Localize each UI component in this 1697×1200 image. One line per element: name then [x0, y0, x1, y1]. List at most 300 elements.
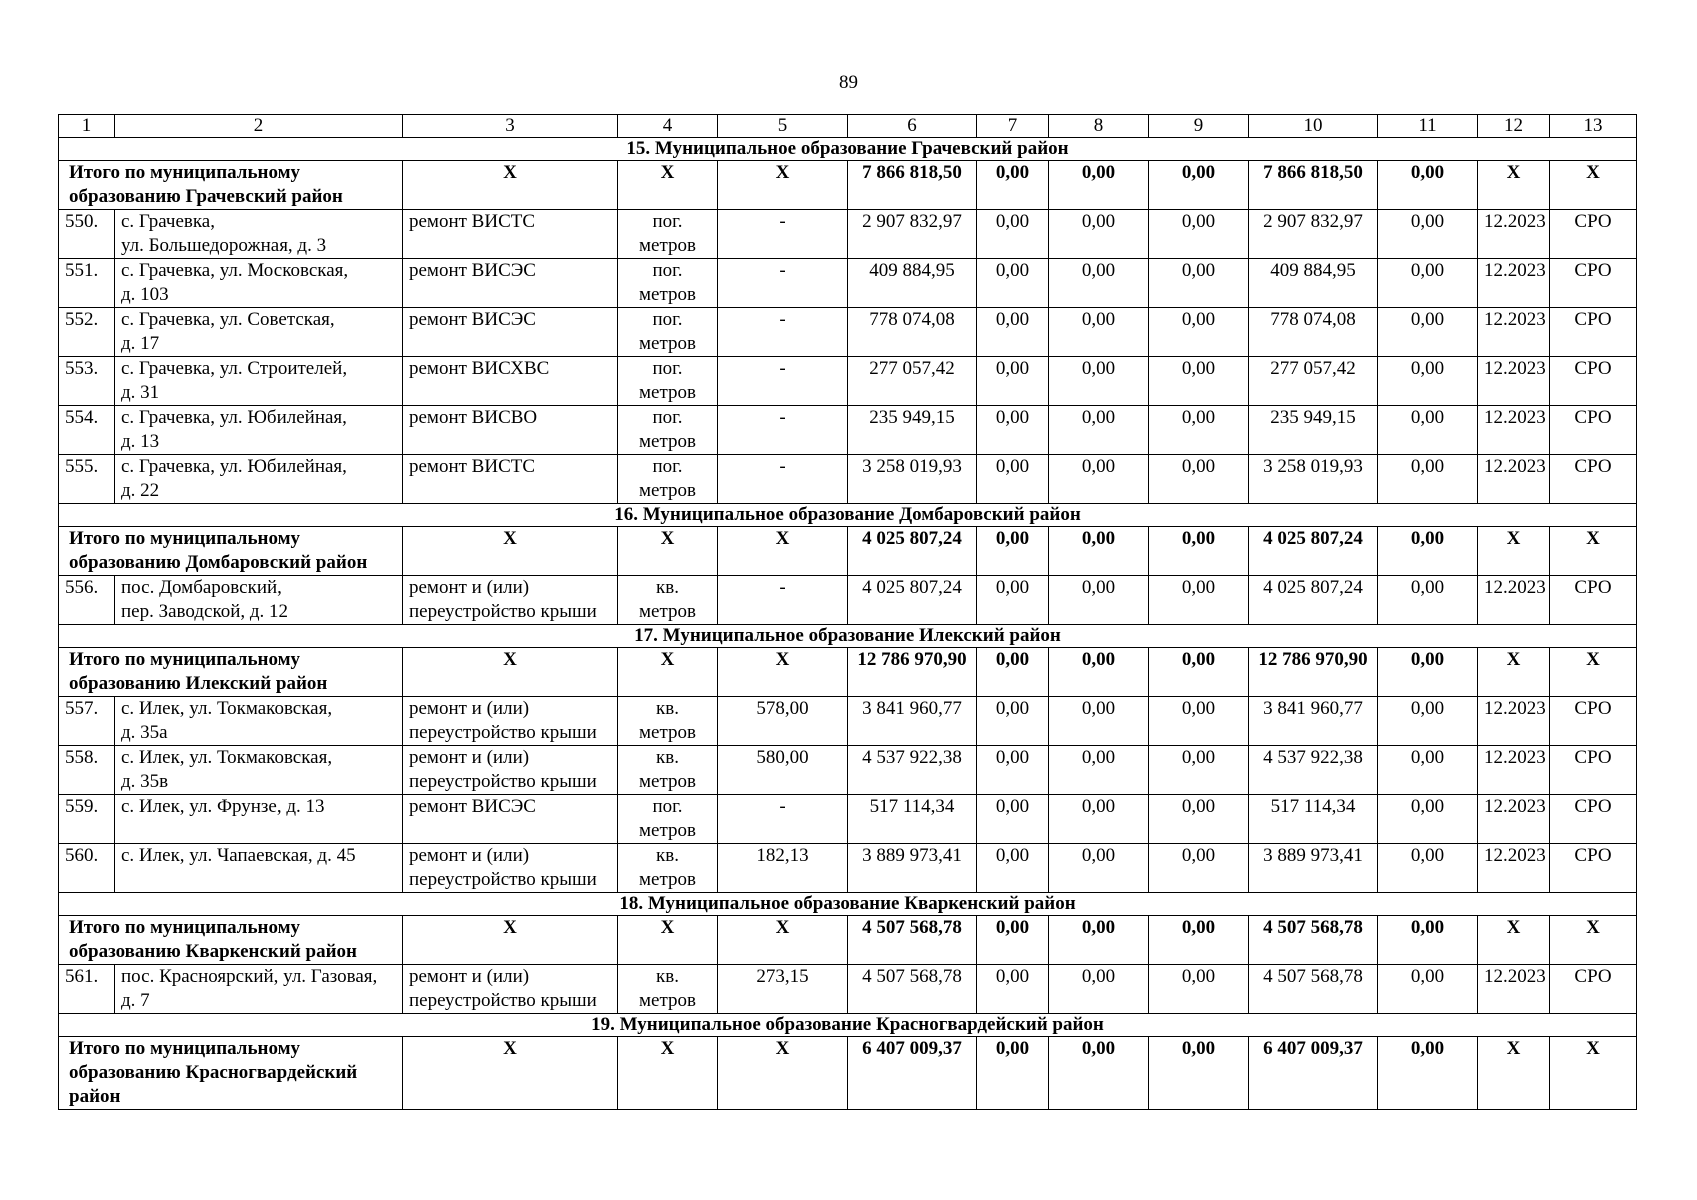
total-row [59, 527, 1637, 576]
text-line: ремонт и (или) [409, 966, 530, 987]
cost-cell: 235 949,15 [848, 406, 977, 455]
row-number: 560. [59, 844, 115, 893]
value-cell: 0,00 [1049, 308, 1149, 357]
value-cell: 0,00 [1149, 844, 1249, 893]
address-cell [115, 746, 403, 795]
total-method: X [1550, 648, 1637, 697]
value-cell: 0,00 [1378, 406, 1478, 455]
total-value: 0,00 [1149, 527, 1249, 576]
text-line: д. 13 [121, 431, 160, 452]
text-line: с. Грачевка, ул. Строителей, [121, 358, 348, 379]
total-value: 0,00 [1049, 1037, 1149, 1110]
text-line: д. 103 [121, 284, 169, 305]
total-work-type: X [403, 161, 618, 210]
unit-cell [618, 697, 718, 746]
value-cell: 0,00 [1149, 576, 1249, 625]
text-line: переустройство крыши [409, 869, 597, 890]
row-number: 555. [59, 455, 115, 504]
text-line: ремонт ВИСТС [409, 456, 536, 477]
table-row [59, 357, 1637, 406]
row-number: 556. [59, 576, 115, 625]
total-cost: 12 786 970,90 [848, 648, 977, 697]
value-cell: 0,00 [1149, 210, 1249, 259]
row-number: 557. [59, 697, 115, 746]
volume-cell: 580,00 [718, 746, 848, 795]
text-line: Итого по муниципальному [69, 162, 301, 183]
work-type-cell [403, 965, 618, 1014]
total-volume: X [718, 161, 848, 210]
value-cell: 0,00 [977, 406, 1049, 455]
text-line: с. Илек, ул. Токмаковская, [121, 747, 333, 768]
total-value: 0,00 [1049, 648, 1149, 697]
cost-cell: 2 907 832,97 [1249, 210, 1378, 259]
total-unit: X [618, 161, 718, 210]
volume-cell: - [718, 308, 848, 357]
volume-cell: - [718, 357, 848, 406]
value-cell: 0,00 [977, 210, 1049, 259]
table-row [59, 795, 1637, 844]
table-row [59, 406, 1637, 455]
total-work-type: X [403, 916, 618, 965]
text-line: пог. [652, 358, 683, 379]
cost-cell: 4 507 568,78 [848, 965, 977, 1014]
volume-cell: - [718, 406, 848, 455]
method-cell: СРО [1550, 795, 1637, 844]
text-line: метров [639, 869, 696, 890]
total-deadline: X [1478, 648, 1550, 697]
text-line: переустройство крыши [409, 771, 597, 792]
total-work-type: X [403, 1037, 618, 1110]
text-line: метров [639, 722, 696, 743]
column-number: 13 [1550, 115, 1637, 138]
value-cell: 0,00 [1149, 795, 1249, 844]
text-line: метров [639, 284, 696, 305]
value-cell: 0,00 [1049, 357, 1149, 406]
text-line: метров [639, 333, 696, 354]
work-type-cell [403, 576, 618, 625]
unit-cell [618, 746, 718, 795]
value-cell: 0,00 [1378, 844, 1478, 893]
value-cell: 0,00 [977, 308, 1049, 357]
address-cell [115, 406, 403, 455]
text-line: с. Илек, ул. Токмаковская, [121, 698, 333, 719]
text-line: кв. [656, 698, 679, 719]
value-cell: 0,00 [1149, 746, 1249, 795]
total-value: 0,00 [977, 1037, 1049, 1110]
value-cell: 0,00 [1378, 965, 1478, 1014]
text-line: переустройство крыши [409, 990, 597, 1011]
text-line: кв. [656, 845, 679, 866]
text-line: кв. [656, 577, 679, 598]
total-value: 0,00 [1149, 161, 1249, 210]
cost-cell: 4 025 807,24 [1249, 576, 1378, 625]
table-row [59, 308, 1637, 357]
value-cell: 0,00 [977, 259, 1049, 308]
text-line: кв. [656, 747, 679, 768]
text-line: метров [639, 382, 696, 403]
unit-cell [618, 259, 718, 308]
volume-cell: - [718, 210, 848, 259]
total-row [59, 161, 1637, 210]
total-value: 0,00 [1049, 916, 1149, 965]
table-row [59, 210, 1637, 259]
text-line: с. Грачевка, ул. Юбилейная, [121, 407, 347, 428]
section-title: 17. Муниципальное образование Илекский район [59, 625, 1637, 648]
cost-cell: 3 258 019,93 [1249, 455, 1378, 504]
text-line: д. 7 [121, 990, 150, 1011]
text-line: пог. [652, 796, 683, 817]
value-cell: 0,00 [1049, 844, 1149, 893]
column-number: 2 [115, 115, 403, 138]
text-line: ремонт ВИСЭС [409, 309, 536, 330]
text-line: пос. Домбаровский, [121, 577, 282, 598]
work-type-cell [403, 406, 618, 455]
value-cell: 0,00 [977, 844, 1049, 893]
total-deadline: X [1478, 527, 1550, 576]
table-row [59, 455, 1637, 504]
text-line: пос. Красноярский, ул. Газовая, [121, 966, 378, 987]
total-label [59, 527, 403, 576]
column-number: 12 [1478, 115, 1550, 138]
total-value: 0,00 [977, 161, 1049, 210]
text-line: переустройство крыши [409, 601, 597, 622]
value-cell: 0,00 [1049, 746, 1149, 795]
total-label [59, 1037, 403, 1110]
total-volume: X [718, 916, 848, 965]
value-cell: 0,00 [977, 795, 1049, 844]
total-row [59, 1037, 1637, 1110]
row-number: 553. [59, 357, 115, 406]
unit-cell [618, 308, 718, 357]
work-type-cell [403, 844, 618, 893]
total-cost: 4 025 807,24 [1249, 527, 1378, 576]
value-cell: 0,00 [1049, 406, 1149, 455]
column-number: 1 [59, 115, 115, 138]
text-line: ремонт ВИСВО [409, 407, 538, 428]
total-cost: 4 507 568,78 [1249, 916, 1378, 965]
total-unit: X [618, 1037, 718, 1110]
total-work-type: X [403, 527, 618, 576]
text-line: метров [639, 990, 696, 1011]
cost-cell: 3 889 973,41 [1249, 844, 1378, 893]
deadline-cell: 12.2023 [1478, 308, 1550, 357]
work-type-cell [403, 455, 618, 504]
text-line: пог. [652, 309, 683, 330]
volume-cell: 273,15 [718, 965, 848, 1014]
method-cell: СРО [1550, 576, 1637, 625]
total-work-type: X [403, 648, 618, 697]
method-cell: СРО [1550, 965, 1637, 1014]
text-line: с. Грачевка, ул. Московская, [121, 260, 349, 281]
section-title: 19. Муниципальное образование Красногвардейский район [59, 1014, 1637, 1037]
total-value: 0,00 [1378, 648, 1478, 697]
value-cell: 0,00 [1149, 259, 1249, 308]
total-volume: X [718, 648, 848, 697]
method-cell: СРО [1550, 844, 1637, 893]
total-cost: 6 407 009,37 [1249, 1037, 1378, 1110]
text-line: с. Илек, ул. Фрунзе, д. 13 [121, 796, 325, 817]
row-number: 550. [59, 210, 115, 259]
value-cell: 0,00 [977, 455, 1049, 504]
method-cell: СРО [1550, 210, 1637, 259]
total-row [59, 916, 1637, 965]
deadline-cell: 12.2023 [1478, 576, 1550, 625]
text-line: метров [639, 235, 696, 256]
method-cell: СРО [1550, 259, 1637, 308]
total-cost: 6 407 009,37 [848, 1037, 977, 1110]
section-title: 18. Муниципальное образование Кваркенский район [59, 893, 1637, 916]
value-cell: 0,00 [1378, 746, 1478, 795]
total-value: 0,00 [977, 648, 1049, 697]
value-cell: 0,00 [977, 697, 1049, 746]
column-number: 3 [403, 115, 618, 138]
deadline-cell: 12.2023 [1478, 210, 1550, 259]
address-cell [115, 795, 403, 844]
table-row [59, 965, 1637, 1014]
text-line: образованию Грачевский район [69, 186, 343, 207]
value-cell: 0,00 [1049, 259, 1149, 308]
unit-cell [618, 965, 718, 1014]
total-label [59, 161, 403, 210]
work-type-cell [403, 259, 618, 308]
total-label [59, 916, 403, 965]
text-line: ул. Большедорожная, д. 3 [121, 235, 327, 256]
deadline-cell: 12.2023 [1478, 259, 1550, 308]
text-line: пог. [652, 211, 683, 232]
total-method: X [1550, 1037, 1637, 1110]
section-header-row [59, 138, 1637, 161]
value-cell: 0,00 [1049, 210, 1149, 259]
section-header-row [59, 1014, 1637, 1037]
text-line: район [69, 1086, 121, 1107]
work-type-cell [403, 308, 618, 357]
address-cell [115, 844, 403, 893]
total-unit: X [618, 648, 718, 697]
address-cell [115, 576, 403, 625]
total-unit: X [618, 916, 718, 965]
address-cell [115, 308, 403, 357]
row-number: 558. [59, 746, 115, 795]
text-line: ремонт и (или) [409, 747, 530, 768]
volume-cell: - [718, 576, 848, 625]
total-value: 0,00 [1149, 1037, 1249, 1110]
unit-cell [618, 357, 718, 406]
section-title: 15. Муниципальное образование Грачевский район [59, 138, 1637, 161]
text-line: образованию Красногвардейский [69, 1062, 358, 1083]
text-line: ремонт ВИСТС [409, 211, 536, 232]
section-title: 16. Муниципальное образование Домбаровский район [59, 504, 1637, 527]
row-number: 554. [59, 406, 115, 455]
total-cost: 7 866 818,50 [1249, 161, 1378, 210]
text-line: пог. [652, 260, 683, 281]
value-cell: 0,00 [977, 746, 1049, 795]
text-line: пог. [652, 456, 683, 477]
column-number: 10 [1249, 115, 1378, 138]
value-cell: 0,00 [1149, 455, 1249, 504]
total-method: X [1550, 916, 1637, 965]
unit-cell [618, 576, 718, 625]
value-cell: 0,00 [1378, 210, 1478, 259]
deadline-cell: 12.2023 [1478, 965, 1550, 1014]
value-cell: 0,00 [1378, 697, 1478, 746]
cost-cell: 4 537 922,38 [1249, 746, 1378, 795]
cost-cell: 277 057,42 [1249, 357, 1378, 406]
total-value: 0,00 [1378, 1037, 1478, 1110]
row-number: 551. [59, 259, 115, 308]
total-cost: 4 507 568,78 [848, 916, 977, 965]
text-line: метров [639, 771, 696, 792]
value-cell: 0,00 [1049, 795, 1149, 844]
deadline-cell: 12.2023 [1478, 844, 1550, 893]
unit-cell [618, 406, 718, 455]
total-volume: X [718, 527, 848, 576]
text-line: кв. [656, 966, 679, 987]
text-line: с. Грачевка, [121, 211, 215, 232]
total-value: 0,00 [1149, 648, 1249, 697]
unit-cell [618, 795, 718, 844]
address-cell [115, 965, 403, 1014]
text-line: д. 35а [121, 722, 168, 743]
cost-cell: 778 074,08 [848, 308, 977, 357]
table-row [59, 697, 1637, 746]
address-cell [115, 455, 403, 504]
text-line: с. Грачевка, ул. Советская, [121, 309, 335, 330]
deadline-cell: 12.2023 [1478, 357, 1550, 406]
section-header-row [59, 625, 1637, 648]
text-line: ремонт и (или) [409, 698, 530, 719]
cost-cell: 409 884,95 [1249, 259, 1378, 308]
value-cell: 0,00 [1378, 259, 1478, 308]
text-line: ремонт ВИСЭС [409, 796, 536, 817]
table-row [59, 746, 1637, 795]
volume-cell: 182,13 [718, 844, 848, 893]
column-number: 5 [718, 115, 848, 138]
cost-cell: 235 949,15 [1249, 406, 1378, 455]
method-cell: СРО [1550, 406, 1637, 455]
total-value: 0,00 [1149, 916, 1249, 965]
column-number: 6 [848, 115, 977, 138]
value-cell: 0,00 [1149, 697, 1249, 746]
column-number: 7 [977, 115, 1049, 138]
text-line: метров [639, 480, 696, 501]
text-line: Итого по муниципальному [69, 528, 301, 549]
text-line: с. Грачевка, ул. Юбилейная, [121, 456, 347, 477]
total-row [59, 648, 1637, 697]
value-cell: 0,00 [1049, 965, 1149, 1014]
work-type-cell [403, 357, 618, 406]
table-body [59, 115, 1637, 1110]
volume-cell: 578,00 [718, 697, 848, 746]
value-cell: 0,00 [1149, 406, 1249, 455]
table-row [59, 576, 1637, 625]
value-cell: 0,00 [977, 576, 1049, 625]
text-line: Итого по муниципальному [69, 1038, 301, 1059]
total-value: 0,00 [1049, 527, 1149, 576]
value-cell: 0,00 [1049, 576, 1149, 625]
value-cell: 0,00 [1378, 576, 1478, 625]
section-header-row [59, 893, 1637, 916]
total-volume: X [718, 1037, 848, 1110]
text-line: ремонт и (или) [409, 577, 530, 598]
text-line: метров [639, 431, 696, 452]
cost-cell: 4 025 807,24 [848, 576, 977, 625]
column-number: 8 [1049, 115, 1149, 138]
total-deadline: X [1478, 161, 1550, 210]
method-cell: СРО [1550, 455, 1637, 504]
method-cell: СРО [1550, 308, 1637, 357]
table-row [59, 844, 1637, 893]
total-label [59, 648, 403, 697]
total-unit: X [618, 527, 718, 576]
text-line: переустройство крыши [409, 722, 597, 743]
text-line: ремонт и (или) [409, 845, 530, 866]
value-cell: 0,00 [1149, 357, 1249, 406]
cost-cell: 3 889 973,41 [848, 844, 977, 893]
text-line: пог. [652, 407, 683, 428]
value-cell: 0,00 [1049, 697, 1149, 746]
address-cell [115, 357, 403, 406]
total-value: 0,00 [977, 527, 1049, 576]
cost-cell: 3 841 960,77 [1249, 697, 1378, 746]
value-cell: 0,00 [1049, 455, 1149, 504]
column-numbers-row [59, 115, 1637, 138]
deadline-cell: 12.2023 [1478, 406, 1550, 455]
cost-cell: 3 841 960,77 [848, 697, 977, 746]
work-type-cell [403, 746, 618, 795]
unit-cell [618, 844, 718, 893]
cost-cell: 2 907 832,97 [848, 210, 977, 259]
text-line: ремонт ВИСЭС [409, 260, 536, 281]
value-cell: 0,00 [1378, 308, 1478, 357]
total-value: 0,00 [1378, 527, 1478, 576]
unit-cell [618, 210, 718, 259]
column-number: 11 [1378, 115, 1478, 138]
repair-program-table [58, 114, 1637, 1110]
row-number: 552. [59, 308, 115, 357]
cost-cell: 277 057,42 [848, 357, 977, 406]
section-header-row [59, 504, 1637, 527]
total-deadline: X [1478, 916, 1550, 965]
deadline-cell: 12.2023 [1478, 795, 1550, 844]
method-cell: СРО [1550, 746, 1637, 795]
text-line: образованию Илекский район [69, 673, 328, 694]
cost-cell: 517 114,34 [848, 795, 977, 844]
deadline-cell: 12.2023 [1478, 455, 1550, 504]
total-deadline: X [1478, 1037, 1550, 1110]
text-line: образованию Кваркенский район [69, 941, 357, 962]
address-cell [115, 697, 403, 746]
text-line: Итого по муниципальному [69, 649, 301, 670]
text-line: д. 35в [121, 771, 169, 792]
work-type-cell [403, 210, 618, 259]
deadline-cell: 12.2023 [1478, 746, 1550, 795]
total-value: 0,00 [1378, 161, 1478, 210]
total-cost: 12 786 970,90 [1249, 648, 1378, 697]
address-cell [115, 259, 403, 308]
value-cell: 0,00 [1378, 455, 1478, 504]
method-cell: СРО [1550, 697, 1637, 746]
table-row [59, 259, 1637, 308]
value-cell: 0,00 [977, 357, 1049, 406]
work-type-cell [403, 795, 618, 844]
total-cost: 7 866 818,50 [848, 161, 977, 210]
text-line: д. 17 [121, 333, 160, 354]
text-line: Итого по муниципальному [69, 917, 301, 938]
cost-cell: 778 074,08 [1249, 308, 1378, 357]
volume-cell: - [718, 259, 848, 308]
value-cell: 0,00 [1149, 965, 1249, 1014]
page-number: 89 [839, 72, 858, 93]
